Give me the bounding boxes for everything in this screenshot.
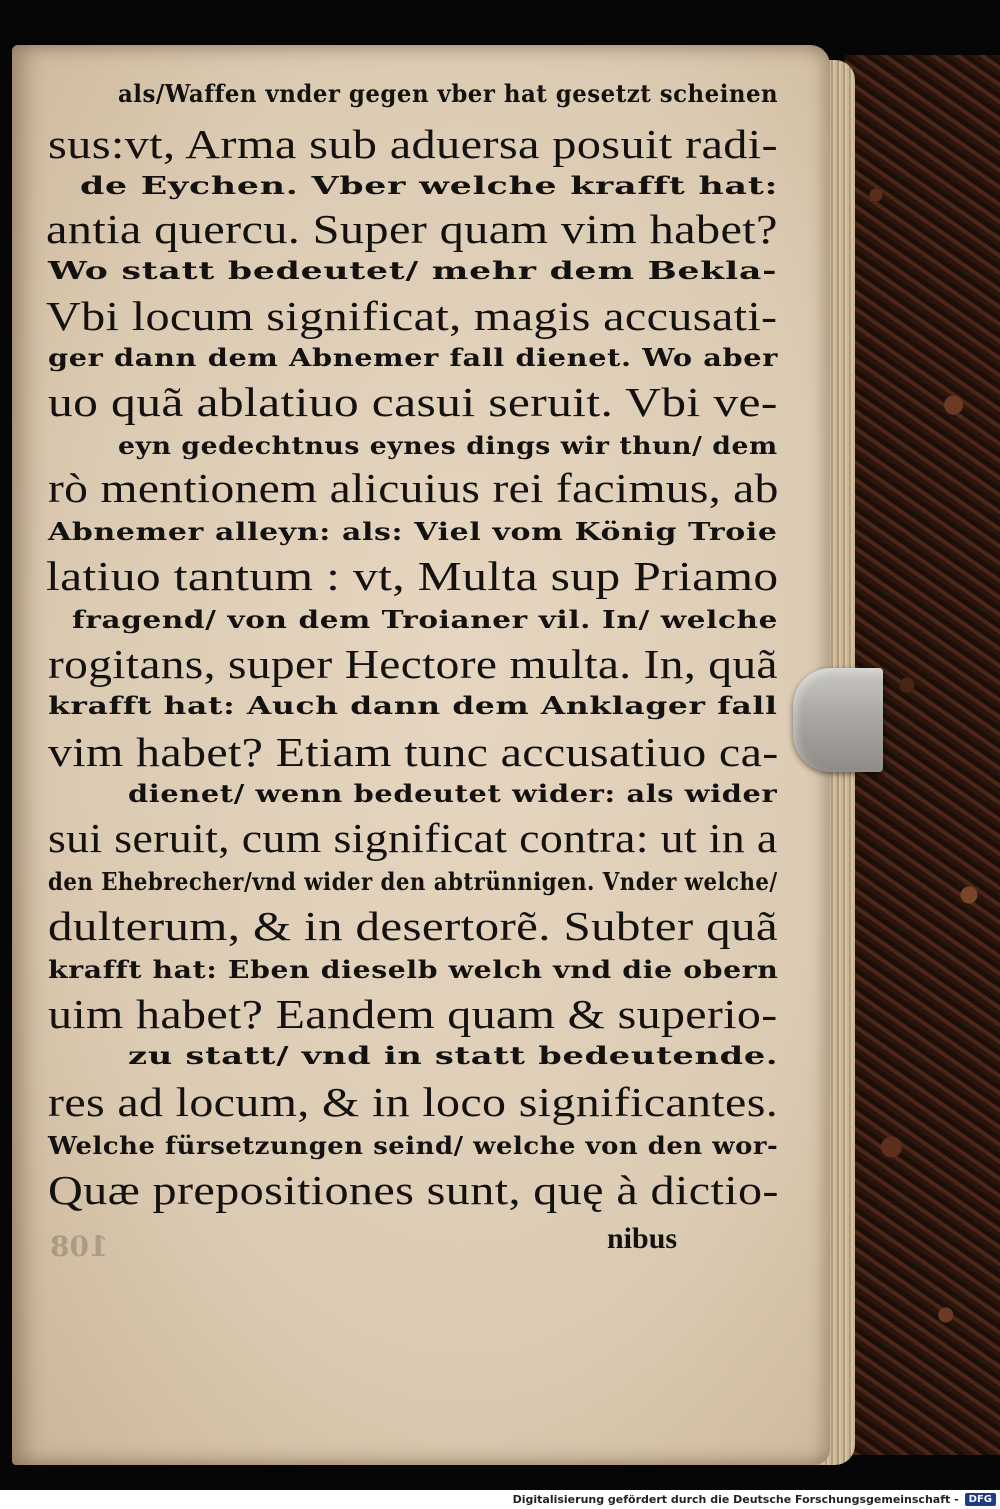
text-line: latiuo tantum : vt, Multa sup Priamo [46, 553, 779, 599]
text-line: uim habet? Eandem quam & superio- [48, 991, 778, 1037]
text-line: fragend/ von dem Troianer vil. In/ welche [72, 606, 779, 635]
bleed-through-page-number: 108 [50, 1230, 109, 1263]
digitization-footer [0, 1490, 1000, 1509]
text-line: krafft hat: Auch dann dem Anklager fall [48, 692, 778, 721]
text-line: ger dann dem Abnemer fall dienet. Wo aber [48, 344, 778, 373]
text-line: den Ehebrecher/vnd wider den abtrünnigen. Vnder welche/ [48, 868, 778, 897]
text-line: sui seruit, cum significat contra: ut in a [48, 815, 778, 861]
text-line: als/Waffen vnder gegen vber hat gesetzt scheinen [118, 80, 779, 109]
text-line: res ad locum, & in loco significantes. [48, 1079, 779, 1125]
text-line: Quæ prepositiones sunt, quę à dictio- [48, 1167, 779, 1213]
text-line: sus:vt, Arma sub aduersa posuit radi- [48, 121, 779, 167]
text-line: uo quã ablatiuo casui seruit. Vbi ve- [48, 379, 778, 425]
text-line: Welche fürsetzungen seind/ welche von den wor- [48, 1132, 779, 1161]
text-line: rogitans, super Hectore multa. In, quã [48, 641, 778, 687]
text-line: antia quercu. Super quam vim habet? [46, 206, 778, 252]
footer-credit: Digitalisierung gefördert durch die Deutsche Forschungsgemeinschaft - [512, 1493, 959, 1506]
text-line: dienet/ wenn bedeutet wider: als wider [128, 780, 778, 809]
text-line: Abnemer alleyn: als: Viel vom König Troie [48, 518, 778, 547]
dfg-logo: DFG [965, 1493, 996, 1506]
text-line: krafft hat: Eben dieselb welch vnd die obern [48, 956, 779, 985]
text-line: vim habet? Etiam tunc accusatiuo ca- [48, 729, 779, 775]
catchword: nibus [607, 1222, 678, 1255]
text-line: de Eychen. Vber welche krafft hat: [80, 172, 779, 201]
text-line: Vbi locum significat, magis accusati- [46, 293, 778, 339]
text-line: eyn gedechtnus eynes dings wir thun/ dem [118, 432, 778, 461]
text-line: zu statt/ vnd in statt bedeutende. [128, 1042, 779, 1071]
text-line: dulterum, & in desertorẽ. Subter quã [48, 903, 778, 949]
text-line: rò mentionem alicuius rei facimus, ab [48, 465, 779, 511]
text-line: Wo statt bedeutet/ mehr dem Bekla- [48, 257, 778, 286]
